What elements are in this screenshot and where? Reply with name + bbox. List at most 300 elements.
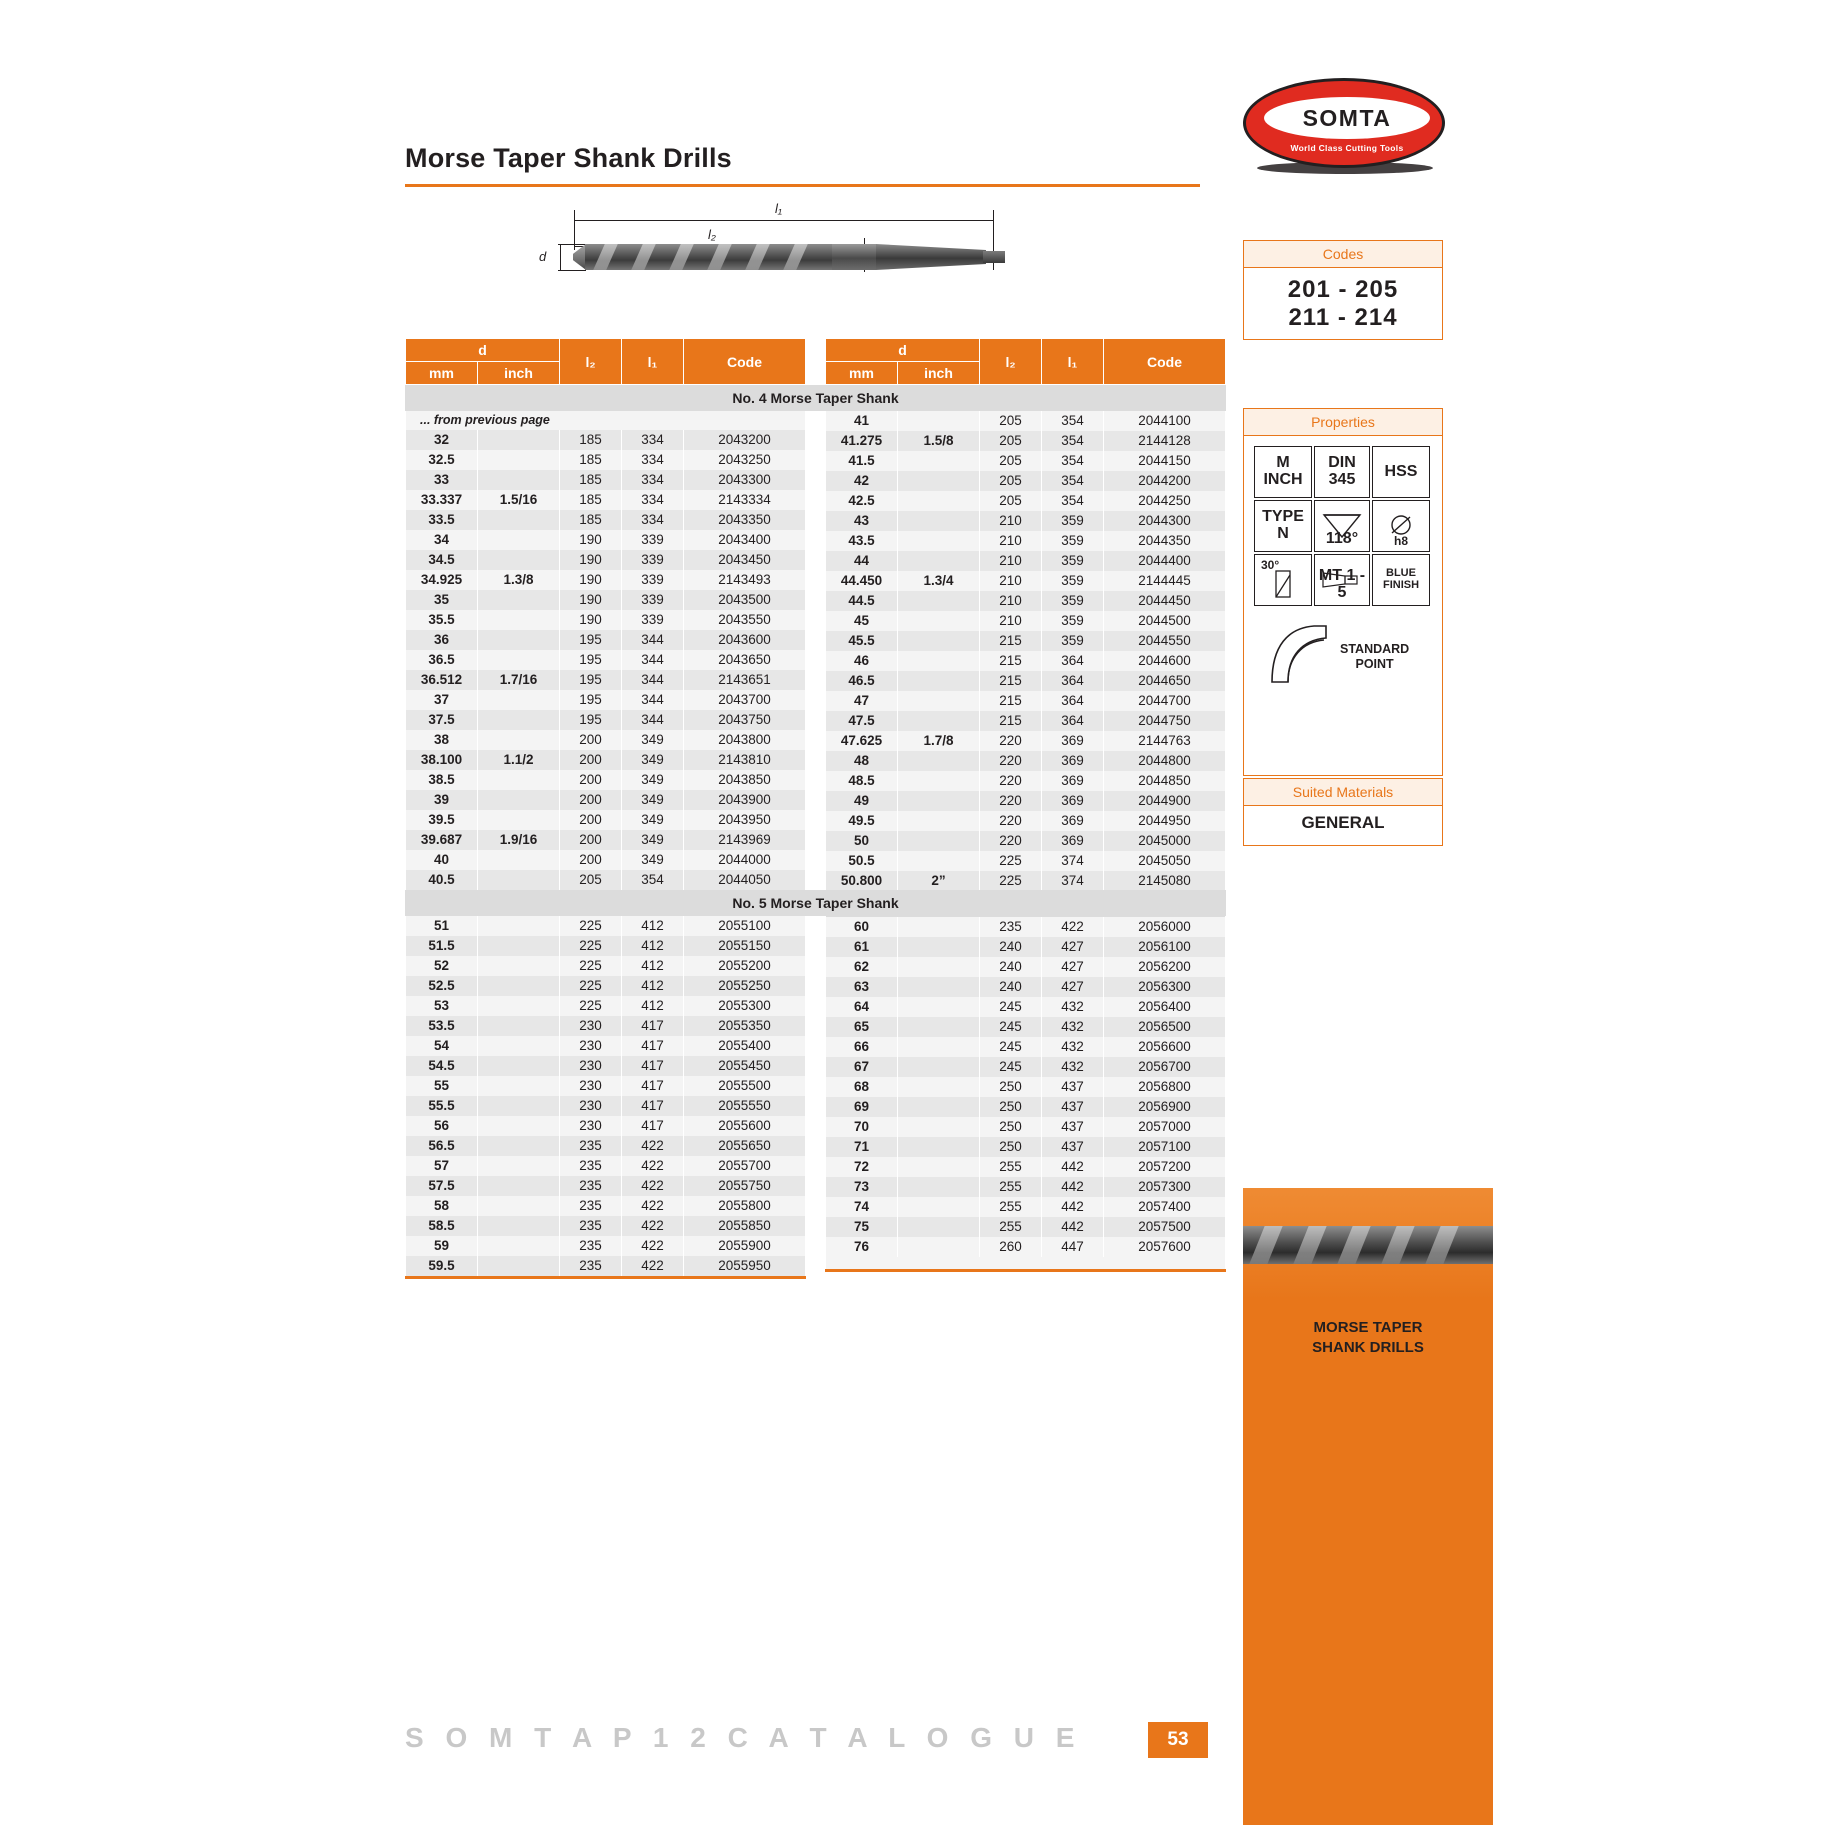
table-row (826, 917, 1226, 937)
table-row (406, 1236, 806, 1256)
cell-mm: 36.512 (406, 670, 478, 690)
photo-flute-2 (1293, 1226, 1326, 1264)
cell-l1: 427 (1042, 977, 1104, 997)
cell-l2: 225 (560, 996, 622, 1016)
cell-l2: 185 (560, 490, 622, 510)
previous-page-row (406, 411, 806, 430)
cell-l1: 349 (622, 830, 684, 850)
codes-panel (1243, 240, 1443, 340)
cell-inch (478, 1256, 560, 1276)
table-bottom-rule-left (405, 1276, 806, 1279)
cell-l1: 432 (1042, 997, 1104, 1017)
table-row (406, 450, 806, 470)
cell-code: 2057300 (1104, 1177, 1226, 1197)
cell-mm: 49 (826, 791, 898, 811)
cell-code: 2055250 (684, 976, 806, 996)
table-row (826, 811, 1226, 831)
cell-l2: 230 (560, 1016, 622, 1036)
cell-code: 2057600 (1104, 1237, 1226, 1257)
blank-cell (826, 1257, 1226, 1269)
cell-code: 2044500 (1104, 611, 1226, 631)
cell-l1: 359 (1042, 631, 1104, 651)
cell-l2: 190 (560, 550, 622, 570)
table-row (826, 957, 1226, 977)
cell-l2: 240 (980, 957, 1042, 977)
cell-l1: 422 (622, 1256, 684, 1276)
prop-cell-point-angle: 118° (1314, 500, 1370, 552)
cell-mm: 42 (826, 471, 898, 491)
cell-l2: 210 (980, 511, 1042, 531)
cell-l1: 437 (1042, 1137, 1104, 1157)
cell-mm: 33.337 (406, 490, 478, 510)
cell-code: 2044400 (1104, 551, 1226, 571)
header-inch-left: inch (478, 362, 560, 385)
cell-inch: 1.5/8 (898, 431, 980, 451)
cell-code: 2044750 (1104, 711, 1226, 731)
helix-angle-icon (1266, 569, 1300, 599)
blank-row (826, 1257, 1226, 1269)
drill-dimension-diagram (530, 198, 1070, 288)
footer-text: S O M T A P 1 2 C A T A L O G U E (405, 1722, 1082, 1753)
cell-inch (898, 671, 980, 691)
table-row (406, 690, 806, 710)
cell-mm: 35 (406, 590, 478, 610)
cell-l2: 185 (560, 470, 622, 490)
cell-l2: 210 (980, 531, 1042, 551)
cell-code: 2056600 (1104, 1037, 1226, 1057)
cell-mm: 47 (826, 691, 898, 711)
table-row (826, 1137, 1226, 1157)
table-row (826, 491, 1226, 511)
cell-l2: 220 (980, 751, 1042, 771)
cell-code: 2055950 (684, 1256, 806, 1276)
cell-l2: 245 (980, 997, 1042, 1017)
cell-code: 2055400 (684, 1036, 806, 1056)
cell-l1: 442 (1042, 1197, 1104, 1217)
cell-inch (898, 611, 980, 631)
cell-l1: 359 (1042, 531, 1104, 551)
cell-mm: 42.5 (826, 491, 898, 511)
logo-tagline: World Class Cutting Tools (1290, 143, 1404, 153)
cell-inch (898, 851, 980, 871)
table-row (406, 590, 806, 610)
cell-l1: 369 (1042, 831, 1104, 851)
suited-materials-panel (1243, 778, 1443, 846)
cell-mm: 74 (826, 1197, 898, 1217)
table-row (826, 1197, 1226, 1217)
page-title: Morse Taper Shank Drills (405, 143, 732, 173)
cell-l1: 412 (622, 976, 684, 996)
cell-l1: 334 (622, 470, 684, 490)
cell-mm: 69 (826, 1097, 898, 1117)
cell-inch (478, 550, 560, 570)
cell-mm: 52 (406, 956, 478, 976)
cell-l2: 220 (980, 831, 1042, 851)
cell-code: 2055850 (684, 1216, 806, 1236)
cell-mm: 50 (826, 831, 898, 851)
table-row (826, 631, 1226, 651)
table-row (406, 570, 806, 590)
cell-mm: 51.5 (406, 936, 478, 956)
cell-inch (478, 510, 560, 530)
cell-inch (898, 997, 980, 1017)
cell-inch: 1.7/16 (478, 670, 560, 690)
cell-l1: 354 (1042, 491, 1104, 511)
table-row (826, 771, 1226, 791)
cell-l1: 447 (1042, 1237, 1104, 1257)
table-row (406, 996, 806, 1016)
cell-mm: 46.5 (826, 671, 898, 691)
table-row (406, 430, 806, 450)
cell-l2: 200 (560, 850, 622, 870)
product-caption-line1: MORSE TAPER (1313, 1319, 1423, 1336)
properties-panel-header: Properties (1244, 409, 1442, 436)
cell-code: 2056400 (1104, 997, 1226, 1017)
cell-code: 2143969 (684, 830, 806, 850)
product-photo (1243, 1188, 1493, 1300)
codes-panel-header: Codes (1244, 241, 1442, 268)
table-row (406, 790, 806, 810)
cell-l1: 412 (622, 996, 684, 1016)
cell-inch (478, 956, 560, 976)
table-row (406, 1076, 806, 1096)
cell-code: 2056700 (1104, 1057, 1226, 1077)
cell-mm: 34.925 (406, 570, 478, 590)
cell-code: 2043350 (684, 510, 806, 530)
standard-point-line1: STANDARD (1340, 642, 1410, 656)
cell-l2: 225 (980, 851, 1042, 871)
cell-inch (478, 810, 560, 830)
cell-l2: 200 (560, 770, 622, 790)
cell-l2: 215 (980, 691, 1042, 711)
cell-inch (898, 1077, 980, 1097)
cell-l2: 210 (980, 551, 1042, 571)
logo-ellipse (1243, 78, 1445, 168)
cell-mm: 55.5 (406, 1096, 478, 1116)
cell-code: 2044700 (1104, 691, 1226, 711)
cell-code: 2055150 (684, 936, 806, 956)
cell-l2: 225 (560, 956, 622, 976)
cell-inch (478, 996, 560, 1016)
title-divider (405, 184, 1200, 187)
cell-code: 2043500 (684, 590, 806, 610)
cell-code: 2056900 (1104, 1097, 1226, 1117)
cell-code: 2045050 (1104, 851, 1226, 871)
cell-l1: 334 (622, 490, 684, 510)
code-range-2: 211 - 214 (1288, 304, 1398, 331)
cell-l2: 225 (980, 871, 1042, 891)
code-range-1: 201 - 205 (1287, 276, 1399, 303)
cell-inch (478, 470, 560, 490)
header-l1-left: l₁ (622, 339, 684, 385)
cell-l2: 260 (980, 1237, 1042, 1257)
cell-inch (898, 711, 980, 731)
cell-l1: 422 (622, 1136, 684, 1156)
table-row (826, 1097, 1226, 1117)
cell-inch (898, 411, 980, 431)
product-photo-drill (1243, 1226, 1493, 1264)
cell-inch: 2” (898, 871, 980, 891)
cell-l2: 195 (560, 670, 622, 690)
cell-code: 2055750 (684, 1176, 806, 1196)
cell-mm: 55 (406, 1076, 478, 1096)
cell-code: 2043200 (684, 430, 806, 450)
cell-inch (478, 1056, 560, 1076)
table-row (406, 630, 806, 650)
cell-inch (898, 651, 980, 671)
table-row (826, 571, 1226, 591)
cell-mm: 32 (406, 430, 478, 450)
cell-inch: 1.7/8 (898, 731, 980, 751)
cell-code: 2044550 (1104, 631, 1226, 651)
cell-mm: 61 (826, 937, 898, 957)
table-row (826, 691, 1226, 711)
cell-code: 2043900 (684, 790, 806, 810)
cell-inch (478, 976, 560, 996)
cell-code: 2045000 (1104, 831, 1226, 851)
cell-mm: 38 (406, 730, 478, 750)
cell-l2: 190 (560, 610, 622, 630)
table-row (826, 531, 1226, 551)
cell-inch: 1.3/8 (478, 570, 560, 590)
cell-mm: 63 (826, 977, 898, 997)
cell-l2: 205 (980, 431, 1042, 451)
header-d-right: d (826, 339, 980, 362)
table-row (826, 851, 1226, 871)
section-band-mt5: No. 5 Morse Taper Shank (405, 890, 1226, 916)
cell-inch (898, 631, 980, 651)
cell-l2: 235 (980, 917, 1042, 937)
previous-page-note: ... from previous page (406, 411, 806, 430)
cell-mm: 38.100 (406, 750, 478, 770)
table-row (826, 751, 1226, 771)
cell-l2: 255 (980, 1177, 1042, 1197)
table-row (826, 1017, 1226, 1037)
cell-mm: 33 (406, 470, 478, 490)
cell-code: 2056300 (1104, 977, 1226, 997)
cell-inch (478, 1236, 560, 1256)
cell-mm: 35.5 (406, 610, 478, 630)
cell-l2: 200 (560, 730, 622, 750)
cell-code: 2143334 (684, 490, 806, 510)
cell-l2: 190 (560, 590, 622, 610)
cell-inch (478, 936, 560, 956)
cell-code: 2044100 (1104, 411, 1226, 431)
cell-l2: 225 (560, 916, 622, 936)
cell-mm: 59.5 (406, 1256, 478, 1276)
logo-inner-ellipse (1264, 97, 1430, 139)
cell-mm: 51 (406, 916, 478, 936)
cell-mm: 45.5 (826, 631, 898, 651)
cell-code: 2055300 (684, 996, 806, 1016)
cell-mm: 56.5 (406, 1136, 478, 1156)
table-row (826, 1177, 1226, 1197)
cell-l1: 349 (622, 730, 684, 750)
cell-l1: 437 (1042, 1117, 1104, 1137)
cell-mm: 45 (826, 611, 898, 631)
cell-l1: 344 (622, 690, 684, 710)
cell-l1: 349 (622, 790, 684, 810)
cell-l1: 344 (622, 630, 684, 650)
cell-l2: 185 (560, 430, 622, 450)
header-d-left: d (406, 339, 560, 362)
table-row (406, 1056, 806, 1076)
cell-l1: 417 (622, 1096, 684, 1116)
somta-logo (1243, 78, 1445, 178)
cell-inch (478, 1196, 560, 1216)
header-mm-right: mm (826, 362, 898, 385)
section-band-mt4: No. 4 Morse Taper Shank (405, 385, 1226, 411)
cell-l2: 210 (980, 611, 1042, 631)
cell-l1: 359 (1042, 551, 1104, 571)
cell-mm: 64 (826, 997, 898, 1017)
cell-code: 2055450 (684, 1056, 806, 1076)
cell-mm: 53 (406, 996, 478, 1016)
cell-mm: 32.5 (406, 450, 478, 470)
table-row (406, 750, 806, 770)
cell-l1: 422 (622, 1216, 684, 1236)
cell-l2: 245 (980, 1037, 1042, 1057)
cell-l1: 442 (1042, 1217, 1104, 1237)
d-label: d (539, 249, 547, 264)
cell-code: 2143493 (684, 570, 806, 590)
cell-inch (898, 1237, 980, 1257)
l2-label: l₂ (708, 227, 716, 242)
cell-code: 2057400 (1104, 1197, 1226, 1217)
cell-code: 2043400 (684, 530, 806, 550)
table-row (406, 1196, 806, 1216)
prop-cell-measure: M INCH (1254, 446, 1312, 498)
cell-inch (478, 730, 560, 750)
cell-l2: 250 (980, 1077, 1042, 1097)
table-row (826, 977, 1226, 997)
cell-l2: 235 (560, 1216, 622, 1236)
cell-mm: 36 (406, 630, 478, 650)
cell-l1: 334 (622, 430, 684, 450)
cell-l2: 230 (560, 1116, 622, 1136)
spec-table-left (405, 338, 806, 1276)
table-row (826, 651, 1226, 671)
cell-inch (898, 831, 980, 851)
cell-mm: 38.5 (406, 770, 478, 790)
cell-inch (478, 1096, 560, 1116)
photo-flute-1 (1249, 1226, 1282, 1264)
table-row (826, 1217, 1226, 1237)
table-row (406, 936, 806, 956)
cell-l1: 412 (622, 936, 684, 956)
cell-code: 2055800 (684, 1196, 806, 1216)
cell-code: 2055650 (684, 1136, 806, 1156)
cell-l2: 230 (560, 1056, 622, 1076)
cell-inch (478, 1036, 560, 1056)
cell-l2: 240 (980, 937, 1042, 957)
cell-code: 2056100 (1104, 937, 1226, 957)
cell-code: 2056000 (1104, 917, 1226, 937)
cell-l1: 422 (622, 1236, 684, 1256)
cell-code: 2043250 (684, 450, 806, 470)
cell-l1: 442 (1042, 1157, 1104, 1177)
cell-l1: 364 (1042, 651, 1104, 671)
header-l1-right: l₁ (1042, 339, 1104, 385)
cell-l1: 417 (622, 1056, 684, 1076)
standard-point-label (1340, 642, 1409, 672)
cell-l2: 230 (560, 1096, 622, 1116)
cell-l2: 250 (980, 1137, 1042, 1157)
prop-cell-tolerance: h8 (1372, 500, 1430, 552)
cell-inch (478, 790, 560, 810)
cell-code: 2043750 (684, 710, 806, 730)
cell-l2: 235 (560, 1196, 622, 1216)
cell-l1: 369 (1042, 751, 1104, 771)
cell-code: 2044450 (1104, 591, 1226, 611)
table-row (406, 730, 806, 750)
table-row (826, 791, 1226, 811)
table-row (406, 850, 806, 870)
cell-l2: 255 (980, 1217, 1042, 1237)
table-row (406, 1256, 806, 1276)
cell-inch (898, 751, 980, 771)
cell-l1: 432 (1042, 1017, 1104, 1037)
cell-code: 2057200 (1104, 1157, 1226, 1177)
cell-code: 2043300 (684, 470, 806, 490)
cell-inch (898, 771, 980, 791)
cell-mm: 47.625 (826, 731, 898, 751)
cell-inch (898, 1017, 980, 1037)
cell-mm: 52.5 (406, 976, 478, 996)
cell-l1: 422 (622, 1156, 684, 1176)
standard-point-line2: POINT (1355, 657, 1394, 671)
cell-code: 2055600 (684, 1116, 806, 1136)
header-code-right: Code (1104, 339, 1226, 385)
cell-code: 2044900 (1104, 791, 1226, 811)
cell-l2: 195 (560, 650, 622, 670)
table-row (826, 997, 1226, 1017)
cell-inch (478, 770, 560, 790)
title-block (405, 143, 1200, 187)
table-row (826, 611, 1226, 631)
cell-code: 2044950 (1104, 811, 1226, 831)
cell-l2: 230 (560, 1036, 622, 1056)
cell-mm: 39.687 (406, 830, 478, 850)
cell-inch: 1.3/4 (898, 571, 980, 591)
table-row (406, 650, 806, 670)
cell-inch (898, 811, 980, 831)
taper-tang (983, 251, 1005, 263)
table-row (406, 830, 806, 850)
cell-code: 2044150 (1104, 451, 1226, 471)
table-row (406, 710, 806, 730)
cell-l1: 359 (1042, 511, 1104, 531)
cell-mm: 41.275 (826, 431, 898, 451)
cell-mm: 34 (406, 530, 478, 550)
cell-l1: 422 (1042, 917, 1104, 937)
cell-inch (478, 1076, 560, 1096)
prop-cell-material: HSS (1372, 446, 1430, 498)
table-row (406, 870, 806, 890)
cell-inch (478, 916, 560, 936)
table-row (406, 956, 806, 976)
cell-l1: 369 (1042, 771, 1104, 791)
cell-l2: 205 (980, 491, 1042, 511)
cell-l1: 349 (622, 770, 684, 790)
cell-l1: 334 (622, 510, 684, 530)
cell-l2: 230 (560, 1076, 622, 1096)
cell-code: 2044350 (1104, 531, 1226, 551)
cell-l2: 225 (560, 976, 622, 996)
cell-mm: 48 (826, 751, 898, 771)
cell-inch (478, 530, 560, 550)
cell-code: 2144763 (1104, 731, 1226, 751)
